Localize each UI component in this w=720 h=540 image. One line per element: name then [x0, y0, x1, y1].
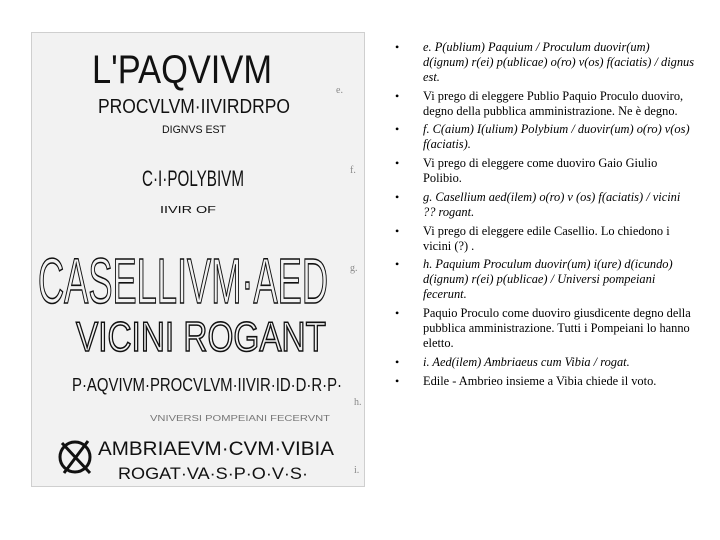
bullet-icon: • [395, 122, 400, 137]
note-text: Paquio Proculo come duoviro giusdicente degno della pubblica amministrazione. Tutti i Pompeiani lo hanno eletto. [423, 306, 691, 350]
line-label-h: h. [354, 397, 362, 408]
list-item [395, 89, 695, 119]
list-item [395, 355, 695, 370]
inscription-g-line1: CASELLIVM·AED [38, 245, 328, 317]
inscription-e-line2: PROCVLVM·IIVIRDRPO [98, 96, 290, 118]
list-item [395, 224, 695, 254]
bullet-icon: • [395, 257, 400, 272]
bullet-icon: • [395, 88, 400, 103]
note-text: h. Paquium Proculum duovir(um) i(ure) d(icundo) d(ignum) r(ei) p(ublicae) / Universi pompeiani fecerunt. [423, 257, 673, 302]
line-label-g: g. [350, 263, 358, 274]
note-text: Edile - Ambrieo insieme a Vibia chiede il voto. [423, 373, 657, 388]
note-text: Vi prego di eleggere edile Casellio. Lo chiedono i vicini (?) . [423, 223, 670, 253]
bullet-icon: • [395, 373, 400, 388]
note-text: f. C(aium) I(ulium) Polybium / duovir(um) o(ro) v(os) f(aciatis). [423, 122, 690, 152]
translation-list [395, 40, 695, 392]
bullet-icon: • [395, 354, 400, 369]
inscription-h-line2: VNIVERSI POMPEIANI FECERVNT [150, 414, 331, 423]
line-label-f: f. [350, 165, 356, 176]
bullet-icon: • [395, 40, 400, 54]
inscription-i-line1: AMBRIAEVM·CVM·VIBIA [98, 439, 335, 460]
inscription-f-line1: C·I·POLYBIVM [142, 166, 244, 191]
list-item [395, 374, 695, 389]
note-text: g. Casellium aed(ilem) o(ro) v (os) f(aciatis) / vicini ?? rogant. [423, 189, 681, 219]
list-item [395, 306, 695, 351]
inscription-e-line3: DIGNVS EST [162, 124, 227, 136]
inscription-f-line2: IIVIR OF [160, 205, 216, 216]
list-item [395, 122, 695, 152]
inscription-h-line1: P·AQVIVM·PROCVLVM·IIVIR·ID·D·R·P· [72, 375, 342, 395]
note-text: e. P(ublium) Paquium / Proculum duovir(um) d(ignum) r(ei) p(ublicae) o(ro) v(os) f(aciatis) / dignus est. [423, 40, 695, 84]
inscriptions-figure [31, 32, 365, 487]
bullet-icon: • [395, 223, 400, 238]
list-item [395, 190, 695, 220]
bullet-icon: • [395, 306, 400, 320]
list-item [395, 257, 695, 302]
inscription-e-line1: L'PAQVIVM [92, 48, 272, 92]
note-text: Vi prego di eleggere come duoviro Gaio Giulio Polibio. [423, 156, 658, 185]
bullet-icon: • [395, 156, 400, 171]
inscription-i-line2: ROGAT·VA·S·P·O·V·S· [118, 464, 308, 483]
line-label-e: e. [336, 85, 343, 96]
inscription-g-line2: VICINI ROGANT [76, 313, 326, 360]
note-text: Vi prego di eleggere Publio Paquio Proculo duoviro, degno della pubblica amministrazione. Ne è degno. [423, 88, 684, 118]
line-label-i: i. [354, 465, 360, 476]
bullet-icon: • [395, 189, 400, 204]
list-item [395, 40, 695, 85]
inscriptions-drawing [32, 33, 364, 486]
list-item [395, 156, 695, 186]
note-text: i. Aed(ilem) Ambriaeus cum Vibia / rogat. [423, 354, 630, 369]
